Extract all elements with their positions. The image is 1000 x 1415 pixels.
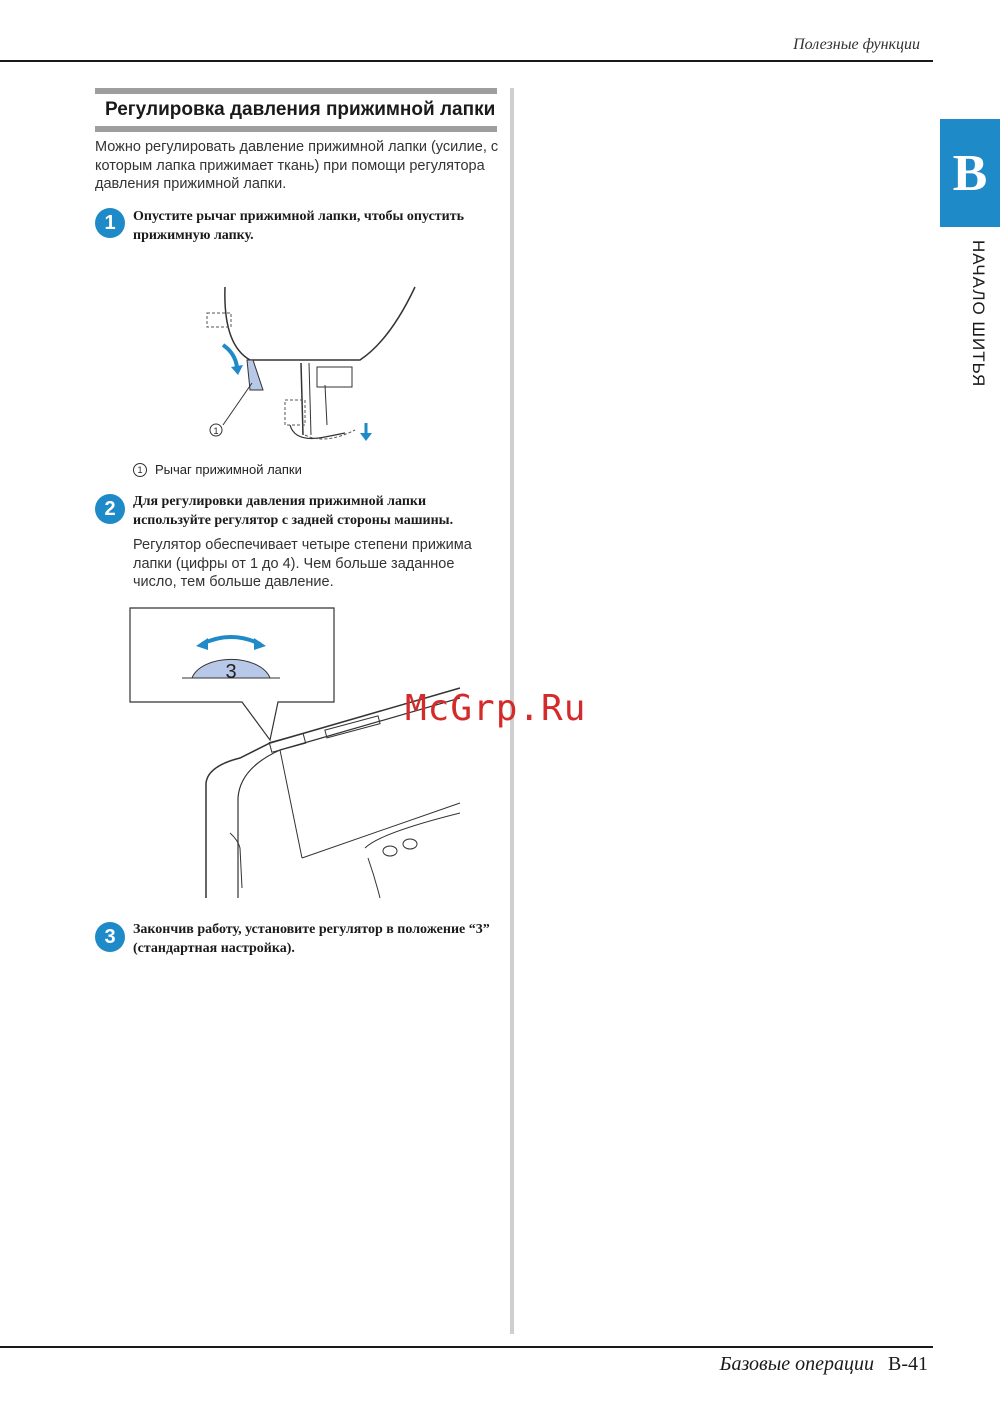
chapter-tab: B [940,119,1000,227]
step-1-text: Опустите рычаг прижимной лапки, чтобы опустить прижимную лапку. [133,209,465,243]
dial-value: 3 [225,661,237,683]
caption-text: Рычаг прижимной лапки [155,462,302,477]
step-3-badge: 3 [95,922,125,952]
page-footer [720,1353,928,1376]
step-2-text: Для регулировки давления прижимной лапки используйте регулятор с задней стороны машины. [133,494,454,528]
footer-section: Базовые операции [719,1353,874,1375]
caption-number: 1 [133,463,147,477]
figure1-callout: 1 [213,426,219,436]
chapter-tab-label: НАЧАЛО ШИТЬЯ [969,240,988,388]
figure1-caption [133,462,302,477]
step-1-badge: 1 [95,208,125,238]
step-2-description: Регулятор обеспечивает четыре степени прижима лапки (цифры от 1 до 4). Чем больше заданное число, тем больше давление. [133,537,472,590]
running-header: Полезные функции [793,36,920,53]
pressure-dial-illustration [130,608,470,903]
page-number: B-41 [888,1353,928,1375]
section-intro: Можно регулировать давление прижимной лапки (усилие, с которым лапка прижимает ткань) при помощи регулятора давления прижимной лапки. [95,139,499,192]
watermark: McGrp.Ru [405,688,587,729]
presser-foot-illustration [195,285,425,460]
step-3-text: Закончив работу, установите регулятор в положение “3” (стандартная настройка). [133,922,490,956]
section-title: Регулировка давления прижимной лапки [105,99,496,120]
footer-rule [0,1346,933,1348]
step-2-badge: 2 [95,494,125,524]
section-heading [95,88,497,132]
heading-bar-bottom [95,126,497,132]
header-rule [0,60,933,62]
